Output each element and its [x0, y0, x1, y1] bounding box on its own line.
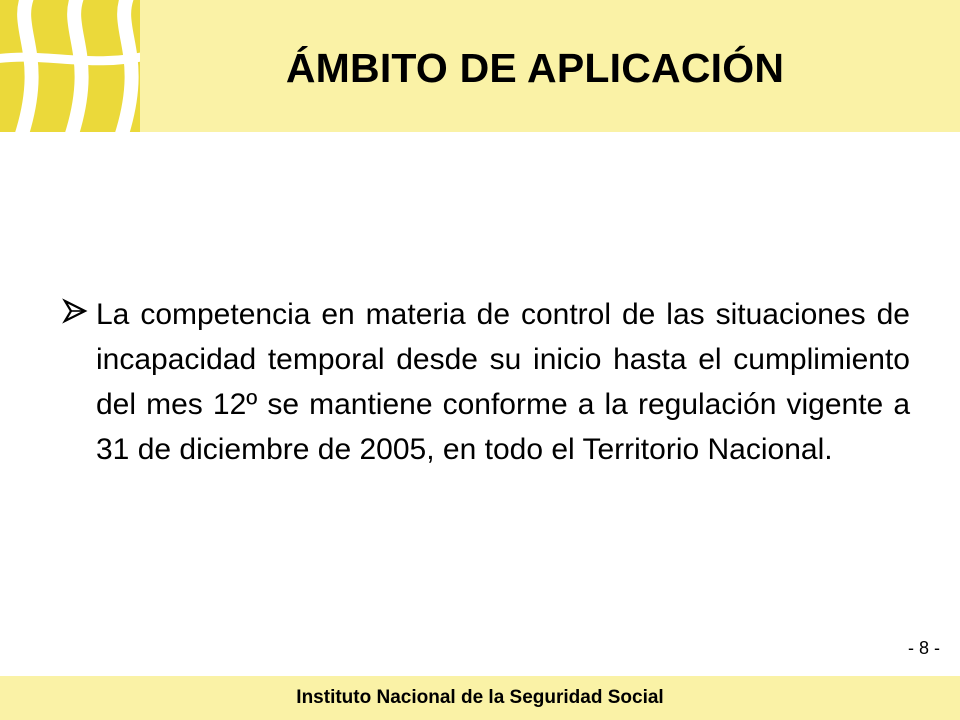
- inss-logo-icon: [0, 0, 140, 132]
- arrow-bullet-icon: [62, 298, 88, 324]
- page-number: - 8 -: [907, 638, 940, 658]
- slide-title: ÁMBITO DE APLICACIÓN: [285, 45, 785, 91]
- bullet-text: La competencia en materia de control de las situaciones de incapacidad temporal desde su inicio hasta el cumplimiento del mes 12º se mantiene conforme a la regulación vigente a 31 de diciembre de 2005, en todo el Territorio Nacional.: [96, 298, 910, 466]
- bullet-item: [62, 292, 910, 472]
- inss-logo: [0, 0, 140, 132]
- footer-institution: Instituto Nacional de la Seguridad Social: [296, 687, 664, 708]
